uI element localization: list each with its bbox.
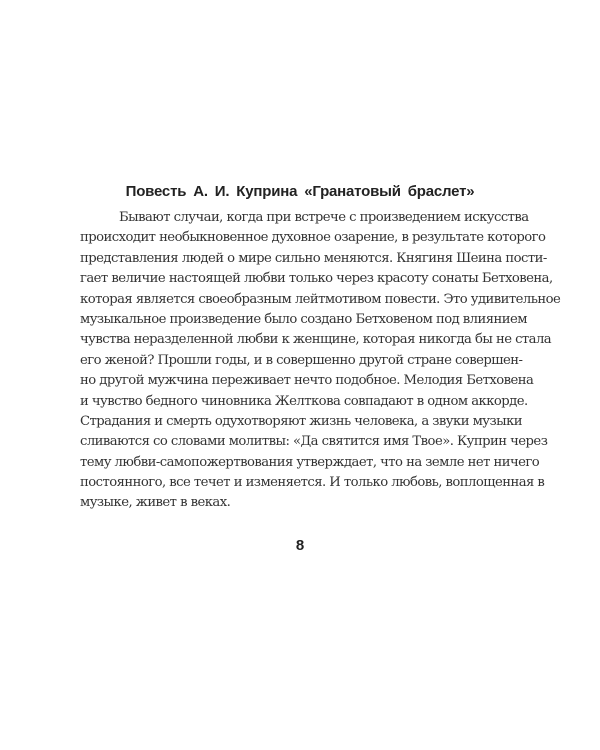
paragraph-line: музыкальное произведение было создано Бетховеном под влиянием: [80, 311, 527, 327]
paragraph-line: происходит необыкновенное духовное озарение, в результате которого: [80, 230, 546, 246]
paragraph-line: представления людей о мире сильно меняются. Княгиня Шеина пости-: [80, 250, 547, 266]
paragraph-line: тему любви-самопожертвования утверждает, что на земле нет ничего: [80, 454, 540, 470]
paragraph-line: сливаются со словами молитвы: «Да святится имя Твое». Куприн через: [80, 434, 548, 450]
paragraph-line: но другой мужчина переживает нечто подобное. Мелодия Бетховена: [80, 373, 534, 389]
paragraph-line: чувства неразделенной любви к женщине, которая никогда бы не стала: [80, 332, 552, 348]
paragraph-line: и чувство бедного чиновника Желткова совпадают в одном аккорде.: [80, 393, 528, 409]
paragraph-line: Страдания и смерть одухотворяют жизнь человека, а звуки музыки: [80, 413, 523, 429]
paragraph-line: которая является своеобразным лейтмотивом повести. Это удивительное: [80, 291, 561, 307]
paragraph-line: постоянного, все течет и изменяется. И только любовь, воплощенная в: [80, 475, 545, 491]
paragraph-line-last: музыке, живет в веках.: [80, 495, 231, 511]
body-paragraph: [80, 208, 561, 514]
paragraph-line: гает величие настоящей любви только через красоту сонаты Бетховена,: [80, 271, 553, 287]
page-title: Повесть А. И. Куприна «Гранатовый браслет»: [125, 183, 475, 200]
page-number: 8: [295, 537, 305, 554]
paragraph-line: Бывают случаи, когда при встрече с произведением искусства: [119, 210, 529, 225]
paragraph-line: его женой? Прошли годы, и в совершенно другой стране совершен-: [80, 352, 523, 368]
